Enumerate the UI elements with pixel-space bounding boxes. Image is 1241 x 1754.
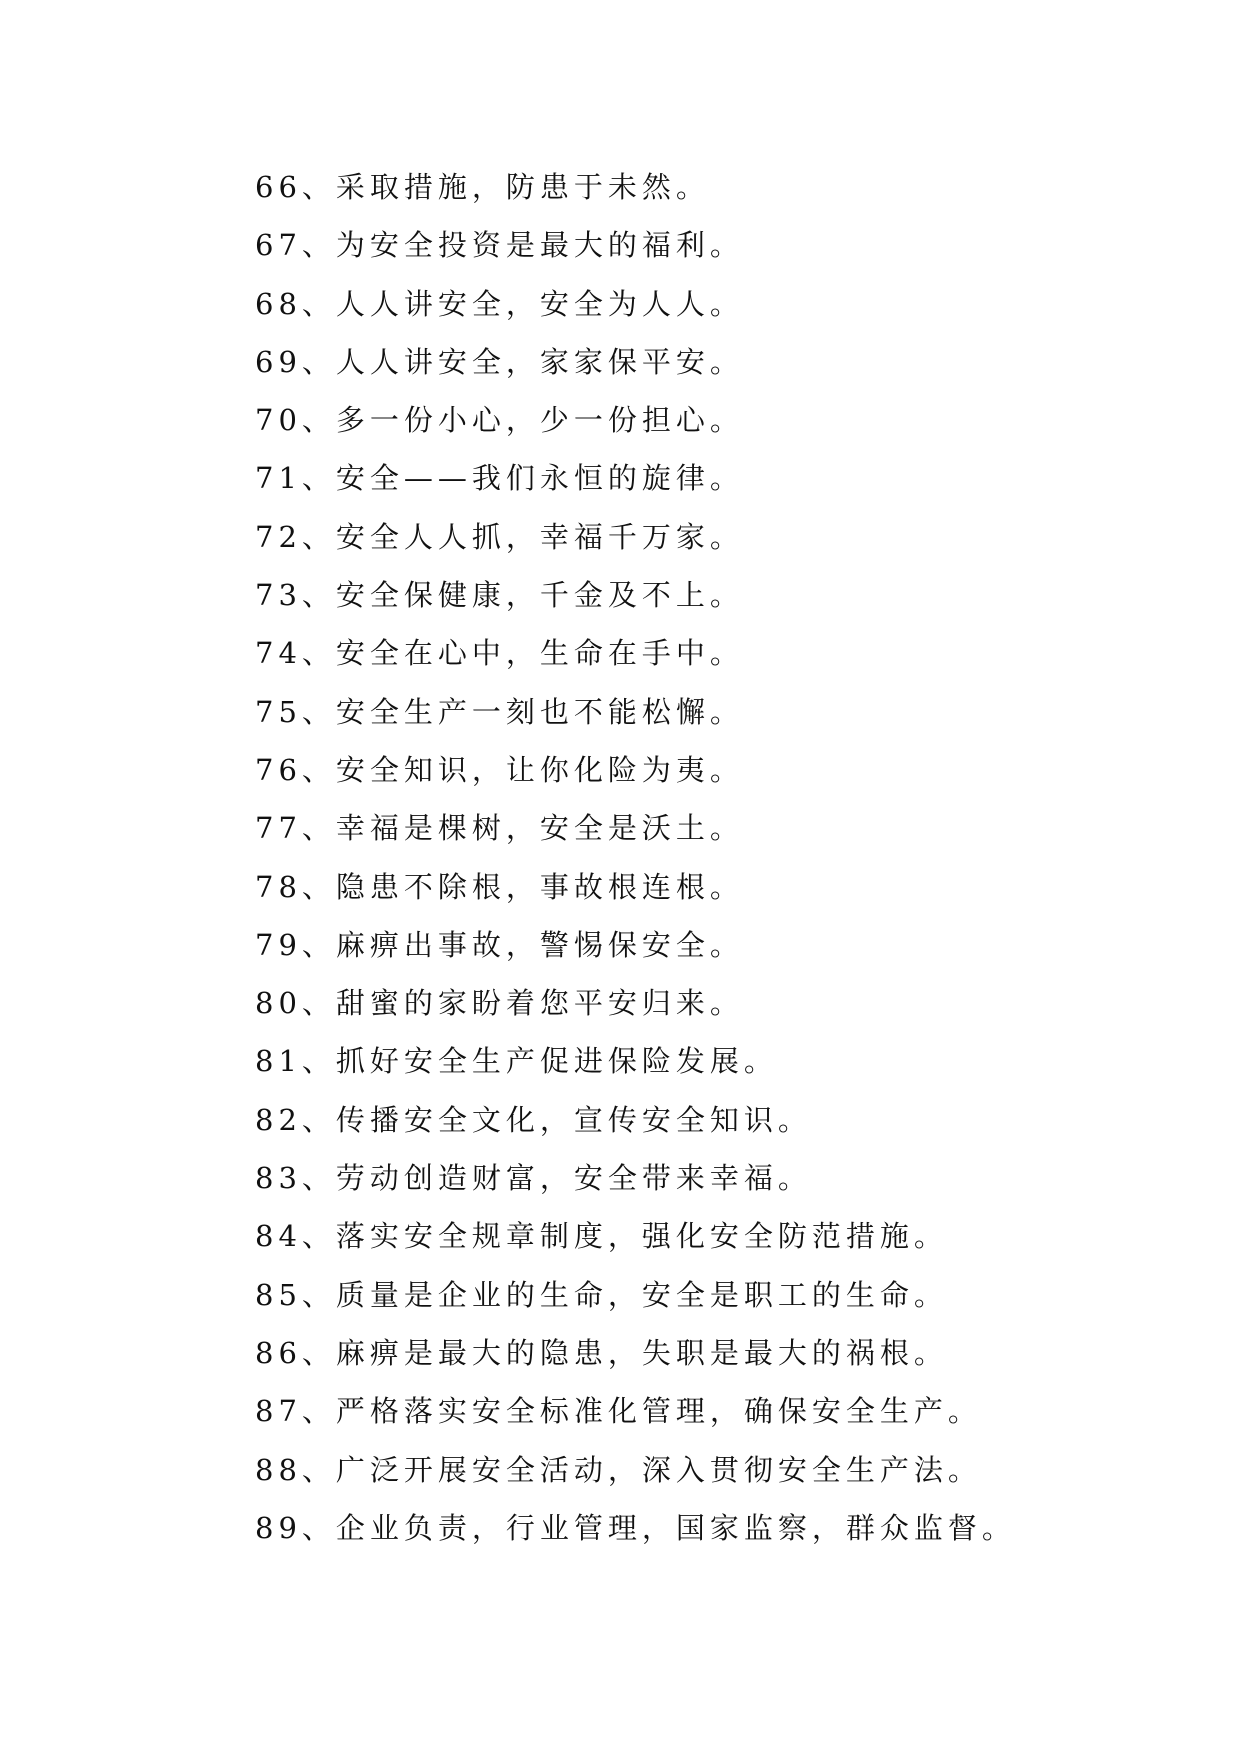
slogan-line: 82、传播安全文化，宣传安全知识。 xyxy=(255,1102,812,1137)
slogan-line: 71、安全——我们永恒的旋律。 xyxy=(255,461,744,496)
slogan-line: 75、安全生产一刻也不能松懈。 xyxy=(255,694,744,729)
slogan-line: 85、质量是企业的生命，安全是职工的生命。 xyxy=(255,1277,948,1312)
slogan-line: 67、为安全投资是最大的福利。 xyxy=(255,228,744,263)
slogan-line: 72、安全人人抓，幸福千万家。 xyxy=(255,519,744,554)
slogan-line: 87、严格落实安全标准化管理，确保安全生产。 xyxy=(255,1394,982,1429)
slogan-line: 88、广泛开展安全活动，深入贯彻安全生产法。 xyxy=(255,1452,982,1487)
slogan-line: 66、采取措施，防患于未然。 xyxy=(255,170,710,204)
slogan-line: 74、安全在心中，生命在手中。 xyxy=(255,636,744,671)
slogan-line: 77、幸福是棵树，安全是沃土。 xyxy=(255,811,744,846)
slogan-line: 84、落实安全规章制度，强化安全防范措施。 xyxy=(255,1219,948,1254)
slogan-line: 69、人人讲安全，家家保平安。 xyxy=(255,344,744,379)
slogan-line: 83、劳动创造财富，安全带来幸福。 xyxy=(255,1161,812,1196)
slogan-line: 86、麻痹是最大的隐患，失职是最大的祸根。 xyxy=(255,1335,948,1370)
slogan-line: 79、麻痹出事故，警惕保安全。 xyxy=(255,927,744,962)
slogan-line: 73、安全保健康，千金及不上。 xyxy=(255,578,744,613)
slogan-line: 76、安全知识，让你化险为夷。 xyxy=(255,752,744,787)
slogan-line: 70、多一份小心，少一份担心。 xyxy=(255,403,744,438)
slogan-line: 81、抓好安全生产促进保险发展。 xyxy=(255,1044,778,1079)
slogan-line: 80、甜蜜的家盼着您平安归来。 xyxy=(255,986,744,1021)
slogan-line: 68、人人讲安全，安全为人人。 xyxy=(255,286,744,321)
slogan-list xyxy=(255,158,1016,1557)
slogan-line: 89、企业负责，行业管理，国家监察，群众监督。 xyxy=(255,1510,1016,1545)
slogan-line: 78、隐患不除根，事故根连根。 xyxy=(255,869,744,904)
